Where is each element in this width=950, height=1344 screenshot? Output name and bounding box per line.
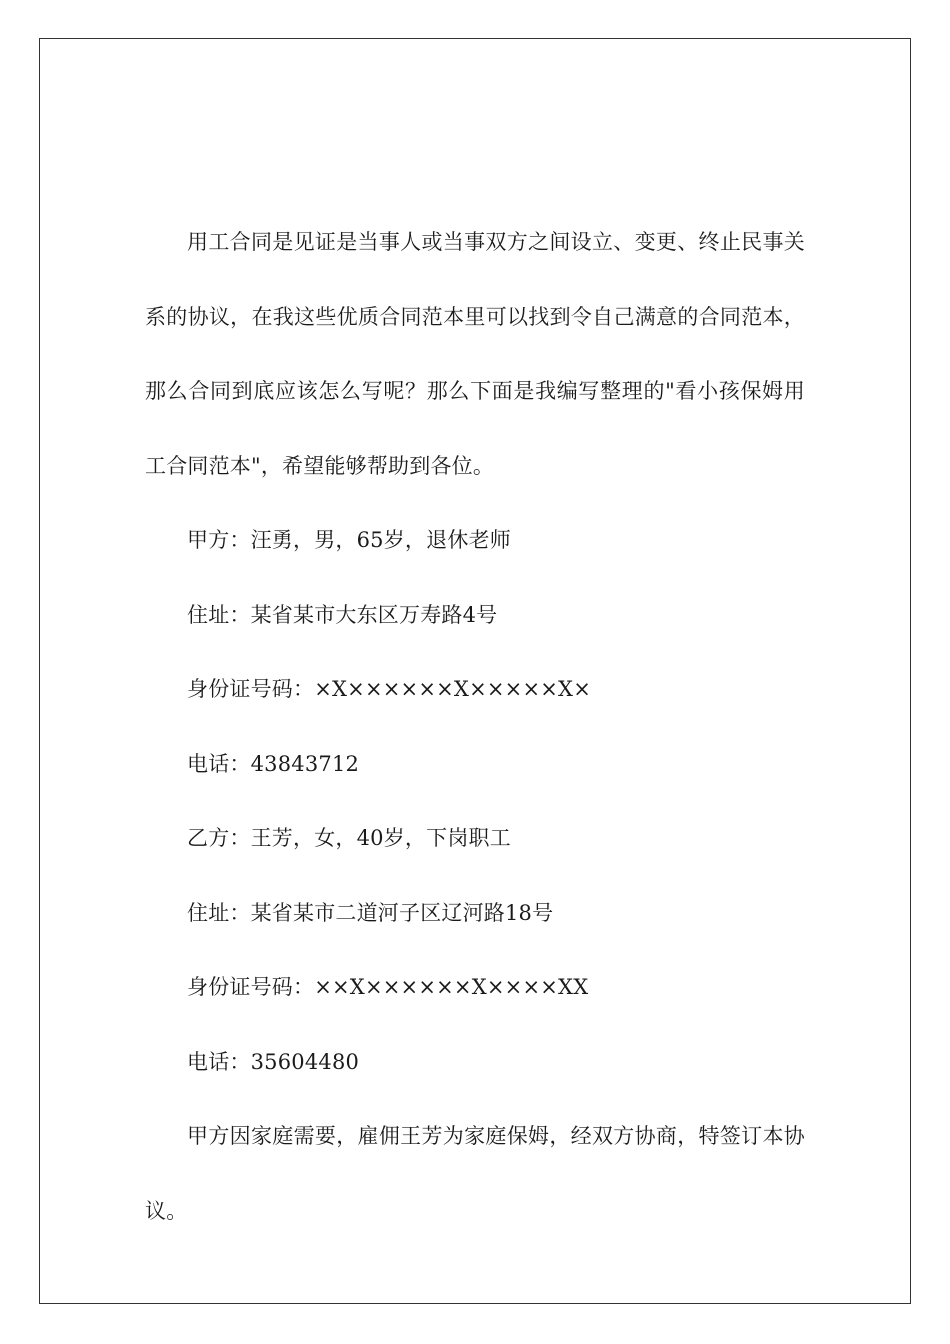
- document-body: [145, 205, 805, 1248]
- party-a-address: 住址：某省某市大东区万寿路4号: [187, 602, 498, 627]
- party-b-info: 乙方：王芳，女，40岁，下岗职工: [187, 826, 511, 850]
- party-a-id-number: 身份证号码：×X××××××X×××××X×: [187, 677, 591, 701]
- party-a-info: 甲方：汪勇，男，65岁，退休老师: [187, 528, 511, 552]
- party-b-phone: 电话：35604480: [187, 1049, 360, 1074]
- intro-paragraph: 用工合同是见证是当事人或当事双方之间设立、变更、终止民事关系的协议，在我这些优质合同范本里可以找到令自己满意的合同范本，那么合同到底应该怎么写呢？那么下面是我编写整理的"看小孩保姆用工合同范本"，希望能够帮助到各位。: [145, 230, 805, 478]
- party-b-address: 住址：某省某市二道河子区辽河路18号: [187, 900, 554, 925]
- agreement-statement: 甲方因家庭需要，雇佣王芳为家庭保姆，经双方协商，特签订本协议。: [145, 1124, 805, 1223]
- party-a-phone: 电话：43843712: [187, 751, 360, 776]
- party-b-id-number: 身份证号码：××X××××××X××××XX: [187, 975, 589, 999]
